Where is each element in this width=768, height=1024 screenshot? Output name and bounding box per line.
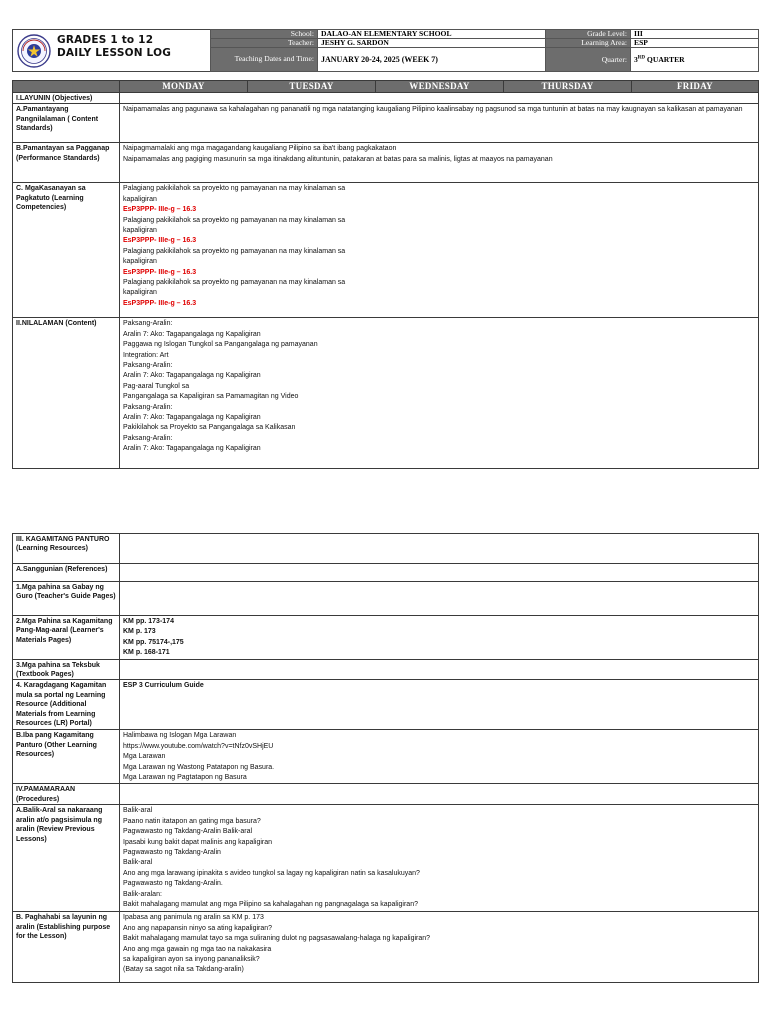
content-standards-label: A.Pamantayang Pangnilalaman ( Content Standards) [13, 104, 120, 143]
header-title [57, 34, 171, 60]
references-label: A.Sanggunian (References) [13, 564, 120, 582]
review-line: Balik-aral [123, 807, 153, 815]
learning-competencies-content [120, 183, 759, 318]
learner-page-line: KM p. 168-171 [123, 649, 170, 657]
weekday-header-row [13, 81, 759, 93]
purpose-line: Ano ang mga gawain ng mga tao na nakakasira [123, 945, 272, 953]
title-daily-lesson-log: DAILY LESSON LOG [57, 47, 172, 59]
procedures-label: IV.PAMAMARAAN (Procedures) [13, 784, 120, 805]
lr-portal-value: ESP 3 Curriculum Guide [120, 680, 759, 730]
teacher-guide-label: 1.Mga pahina sa Gabay ng Guro (Teacher's Guide Pages) [13, 582, 120, 616]
other-resources-label: B.Iba pang Kagamitang Panturo (Other Learning Resources) [13, 730, 120, 784]
other-resources-content [120, 730, 759, 784]
review-line: Ipasabi kung bakit dapat malinis ang kapaligiran [123, 838, 273, 846]
competency-code: EsP3PPP- IIIe-g – 16.3 [123, 299, 197, 307]
content-line: Paksang-Aralin: [123, 434, 173, 442]
purpose-line: (Batay sa sagot nila sa Takdang-aralin) [123, 966, 244, 974]
content-line: Paksang-Aralin: [123, 320, 173, 328]
learner-page-line: KM p. 173 [123, 628, 156, 636]
content-line: Integration: Art [123, 351, 169, 359]
day-tuesday: TUESDAY [248, 81, 376, 93]
competency-text: Palagiang pakikilahok sa proyekto ng pamayanan na may kinalaman sa kapaligiran [123, 185, 346, 203]
teaching-dates-value: JANUARY 20-24, 2025 (WEEK 7) [318, 48, 546, 72]
learning-competencies-label: C. MgaKasanayan sa Pagkatuto (Learning Competencies) [13, 183, 120, 318]
review-lesson-label: A.Balik-Aral sa nakaraang aralin at/o pagsisimula ng aralin (Review Previous Lessons) [13, 805, 120, 912]
teacher-label: Teacher: [211, 39, 318, 48]
purpose-line: sa kapaligiran ayon sa inyong pananaliksik? [123, 955, 260, 963]
procedures-content [120, 784, 759, 805]
day-wednesday: WEDNESDAY [376, 81, 504, 93]
purpose-line: Ano ang napapansin ninyo sa ating kapaligiran? [123, 924, 273, 932]
day-friday: FRIDAY [632, 81, 759, 93]
header-title-box [12, 29, 210, 72]
learner-materials-label: 2.Mga Pahina sa Kagamitang Pang-Mag-aaral (Learner's Materials Pages) [13, 616, 120, 660]
content-line: Paksang-Aralin: [123, 403, 173, 411]
content-line: Aralin 7: Ako: Tagapangalaga ng Kapaligiran [123, 372, 261, 380]
school-label: School: [211, 30, 318, 39]
review-line: Pagwawasto ng Takdang-Aralin Balik-aral [123, 828, 253, 836]
content-line: Paksang-Aralin: [123, 362, 173, 370]
competency-text: Palagiang pakikilahok sa proyekto ng pamayanan na may kinalaman sa kapaligiran [123, 247, 346, 266]
other-resource-line: Mga Larawan [123, 753, 166, 761]
performance-standards-content [120, 143, 759, 183]
review-lesson-content [120, 805, 759, 912]
performance-standards-label: B.Pamantayan sa Pagganap (Performance Standards) [13, 143, 120, 183]
content-line: Paggawa ng Islogan Tungkol sa Pangangalaga ng pamayanan [123, 341, 318, 349]
learning-resources-content [120, 534, 759, 564]
content-lines [120, 318, 759, 469]
teacher-guide-content [120, 582, 759, 616]
quarter-label: Quarter: [546, 48, 631, 72]
quarter-word: QUARTER [645, 54, 685, 64]
lr-portal-label: 4. Karagdagang Kagamitan mula sa portal ng Learning Resource (Additional Materials from Learning Resources (LR) Portal) [13, 680, 120, 730]
performance-line: Naipagmamalaki ang mga magagandang kaugaliang Pilipino sa iba't ibang pagkakataon [123, 145, 397, 153]
learning-area-value: ESP [631, 39, 759, 48]
objectives-content [120, 93, 759, 104]
establishing-purpose-label: B. Paghahabi sa layunin ng aralin (Establishing purpose for the Lesson) [13, 912, 120, 983]
header-info-table [210, 29, 759, 72]
day-monday: MONDAY [120, 81, 248, 93]
review-line: Ano ang mga larawang ipinakita s avideo tungkol sa lagay ng kapaligiran natin sa kasalukuyan? [123, 869, 420, 877]
day-thursday: THURSDAY [504, 81, 632, 93]
performance-line: Naipamamalas ang pagiging masunurin sa mga itinakdang alituntunin, patakaran at batas para sa malinis, ligtas at maayos na pamayanan [123, 155, 553, 163]
content-label: II.NILALAMAN (Content) [13, 318, 120, 469]
competency-text: Palagiang pakikilahok sa proyekto ng pamayanan na may kinalaman sa kapaligiran [123, 216, 346, 235]
teaching-dates-label: Teaching Dates and Time: [211, 48, 318, 72]
grade-level-value: III [631, 30, 759, 39]
school-value: DALAO-AN ELEMENTARY SCHOOL [318, 30, 546, 39]
review-line: Paano natin itatapon an gating mga basura? [123, 817, 261, 825]
content-line: Aralin 7: Ako: Tagapangalaga ng Kapaligiran [123, 445, 261, 453]
competency-code: EsP3PPP- IIIe-g – 16.3 [123, 237, 197, 245]
lesson-log-header [12, 29, 758, 72]
competency-text: Palagiang pakikilahok sa proyekto ng pamayanan na may kinalaman sa kapaligiran [123, 279, 346, 297]
review-line: Balik-aralan: [123, 890, 162, 898]
teacher-value: JESHY G. SARDON [318, 39, 546, 48]
learner-page-line: KM pp. 75174-,175 [123, 638, 184, 646]
purpose-line: Ipabasa ang panimula ng aralin sa KM p. 173 [123, 914, 264, 922]
purpose-line: Bakit mahalagang mamulat tayo sa mga suliraning dulot ng pagsasawalang-halaga ng kapaligiran? [123, 935, 431, 943]
quarter-value [631, 48, 759, 72]
competency-code: EsP3PPP- IIIe-g – 16.3 [123, 268, 197, 276]
weekday-header-blank [13, 81, 120, 93]
content-line: Pag-aaral Tungkol sa [123, 382, 190, 390]
establishing-purpose-content [120, 912, 759, 983]
learning-resources-label: III. KAGAMITANG PANTURO (Learning Resources) [13, 534, 120, 564]
learning-area-label: Learning Area: [546, 39, 631, 48]
review-line: Pagwawasto ng Takdang-Aralin [123, 848, 221, 856]
review-line: Balik-aral [123, 859, 153, 867]
content-line: Pangangalaga sa Kapaligiran sa Pamamagitan ng Video [123, 393, 299, 401]
deped-seal-icon [17, 34, 51, 68]
review-line: Pagwawasto ng Takdang-Aralin. [123, 880, 223, 888]
objectives-label: I.LAYUNIN (Objectives) [13, 93, 120, 104]
other-resource-link[interactable]: https://www.youtube.com/watch?v=tNfz0vSHjEU [123, 742, 274, 750]
other-resource-line: Halimbawa ng Islogan Mga Larawan [123, 732, 237, 740]
content-line: Aralin 7: Ako: Tagapangalaga ng Kapaligiran [123, 414, 261, 422]
resources-procedures-table [12, 533, 759, 983]
quarter-suffix: RD [637, 54, 646, 60]
review-line: Bakit mahalagang mamulat ang mga Pilipino sa kahalagahan ng pangnagalaga sa kapaligiran? [123, 900, 418, 908]
learner-materials-content [120, 616, 759, 660]
content-standards-text: Naipamamalas ang pagunawa sa kahalagahan ng pananatili ng mga natatanging kaugaliang Pilipino kaalinsabay ng pagsunod sa mga tuntunin at batas na may kaugnayan sa kalikasan at pamayanan [120, 104, 759, 143]
learner-page-line: KM pp. 173-174 [123, 618, 174, 625]
content-line: Pakikilahok sa Proyekto sa Pangangalaga sa Kalikasan [123, 424, 296, 432]
textbook-pages-label: 3.Mga pahina sa Teksbuk (Textbook Pages) [13, 659, 120, 680]
textbook-pages-content [120, 659, 759, 680]
title-grades: GRADES 1 to 12 [57, 34, 154, 46]
other-resource-line: Mga Larawan ng Wastong Patatapon ng Basura. [123, 763, 275, 771]
competency-code: EsP3PPP- IIIe-g – 16.3 [123, 206, 197, 214]
grade-level-label: Grade Level: [546, 30, 631, 39]
quarter-number: 3 [634, 54, 638, 64]
content-line: Aralin 7: Ako: Tagapangalaga ng Kapaligiran [123, 330, 261, 338]
references-content [120, 564, 759, 582]
objectives-table [12, 80, 759, 469]
other-resource-line: Mga Larawan ng Pagtatapon ng Basura [123, 774, 247, 782]
